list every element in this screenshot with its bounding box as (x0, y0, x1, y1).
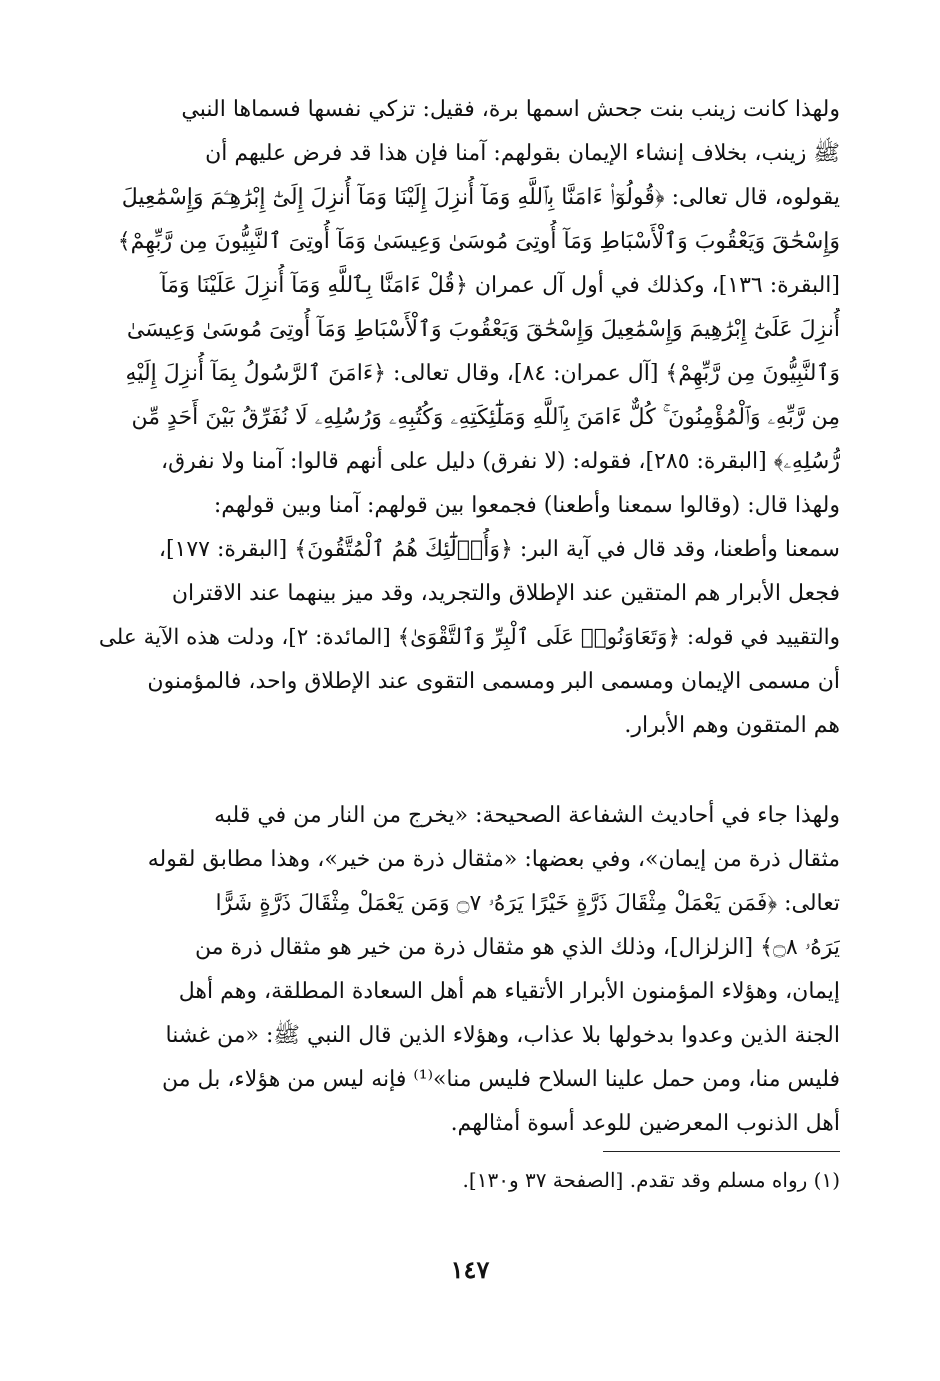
text-line: تعالى: ﴿فَمَن يَعْمَلْ مِثْقَالَ ذَرَّةٍ خَيْرًا يَرَهُۥ ۝٧ وَمَن يَعْمَلْ مِثْقَالَ ذَرَّةٍ شَرًّا (215, 891, 840, 916)
text-line: ولهذا جاء في أحاديث الشفاعة الصحيحة: «يخرج من النار من في قلبه (214, 803, 840, 828)
text-line: أهل الذنوب المعرضين للوعد أسوة أمثالهم. (450, 1111, 840, 1136)
text-line: وَٱلنَّبِيُّونَ مِن رَّبِّهِمْ﴾ [آل عمران: ٨٤]، وقال تعالى: ﴿ءَامَنَ ٱلرَّسُولُ بِمَآ أُنزِلَ إِلَيْهِ (125, 361, 840, 386)
text-line: يقولوه، قال تعالى: ﴿قُولُوٓا۟ ءَامَنَّا بِٱللَّهِ وَمَآ أُنزِلَ إِلَيْنَا وَمَآ أُنزِلَ إِلَىٰٓ إِبْرَٰهِـۧمَ وَإِسْمَٰعِيلَ (121, 185, 840, 210)
footnote-divider (603, 1151, 840, 1152)
text-line: فجعل الأبرار هم المتقين عند الإطلاق والتجريد، وقد ميز بينهما عند الاقتران (171, 581, 840, 606)
text-line: رُّسُلِهِۦ﴾ [البقرة: ٢٨٥]، فقوله: (لا نفرق) دليل على أنهم قالوا: آمنا ولا نفرق، (161, 449, 840, 474)
paragraph-1 (98, 88, 840, 748)
text-line: إيمان، وهؤلاء المؤمنون الأبرار الأتقياء هم أهل السعادة المطلقة، وهم أهل (178, 979, 840, 1004)
text-line: وَإِسْحَٰقَ وَيَعْقُوبَ وَٱلْأَسْبَاطِ وَمَآ أُوتِىَ مُوسَىٰ وَعِيسَىٰ وَمَآ أُوتِىَ ٱلنَّبِيُّونَ مِن رَّبِّهِمْ﴾ (117, 229, 840, 254)
text-line: يَرَهُۥ ۝٨﴾ [الزلزال]، وذلك الذي هو مثقال ذرة من خير هو مثقال ذرة من (195, 935, 840, 960)
text-line: الجنة الذين وعدوا بدخولها بلا عذاب، وهؤلاء الذين قال النبي ﷺ: «من غشنا (165, 1023, 840, 1048)
text-line: ﷺ زينب، بخلاف إنشاء الإيمان بقولهم: آمنا فإن هذا قد فرض عليهم أن (205, 141, 840, 166)
text-line: والتقييد في قوله: ﴿وَتَعَاوَنُوا۟ عَلَى ٱلْبِرِّ وَٱلتَّقْوَىٰ﴾ [المائدة: ٢]، ودلت هذه الآية على (98, 625, 840, 650)
text-line: سمعنا وأطعنا، وقد قال في آية البر: ﴿وَأُو۟لَٰٓئِكَ هُمُ ٱلْمُتَّقُونَ﴾ [البقرة: ١٧٧]، (158, 537, 840, 562)
text-line: مِن رَّبِّهِۦ وَٱلْمُؤْمِنُونَ ۚ كُلٌّ ءَامَنَ بِٱللَّهِ وَمَلَٰٓئِكَتِهِۦ وَكُتُبِهِۦ وَرُسُلِهِۦ لَا نُفَرِّقُ بَيْنَ أَحَدٍ مِّن (131, 405, 840, 430)
paragraph-2 (98, 794, 840, 1146)
text-line: أُنزِلَ عَلَىٰٓ إِبْرَٰهِيمَ وَإِسْمَٰعِيلَ وَإِسْحَٰقَ وَيَعْقُوبَ وَٱلْأَسْبَاطِ وَمَآ أُوتِىَ مُوسَىٰ وَعِيسَىٰ (126, 317, 840, 342)
page-number: ١٤٧ (450, 1255, 490, 1284)
text-line: [البقرة: ١٣٦]، وكذلك في أول آل عمران ﴿قُلْ ءَامَنَّا بِٱللَّهِ وَمَآ أُنزِلَ عَلَيْنَا وَمَآ (160, 273, 840, 298)
text-line: فليس منا، ومن حمل علينا السلاح فليس منا»⁽¹⁾ فإنه ليس من هؤلاء، بل من (162, 1067, 840, 1092)
text-line: أن مسمى الإيمان ومسمى البر ومسمى التقوى عند الإطلاق واحد، فالمؤمنون (147, 669, 840, 694)
footnote: (١) رواه مسلم وقد تقدم. [الصفحة ٣٧ و١٣٠]. (462, 1168, 840, 1192)
text-line: مثقال ذرة من إيمان»، وفي بعضها: «مثقال ذرة من خير»، وهذا مطابق لقوله (147, 847, 840, 872)
text-line: ولهذا قال: (وقالوا سمعنا وأطعنا) فجمعوا بين قولهم: آمنا وبين قولهم: (213, 493, 840, 518)
text-line: ولهذا كانت زينب بنت جحش اسمها برة، فقيل: تزكي نفسها فسماها النبي (181, 97, 840, 122)
text-line: هم المتقون وهم الأبرار. (624, 713, 840, 738)
